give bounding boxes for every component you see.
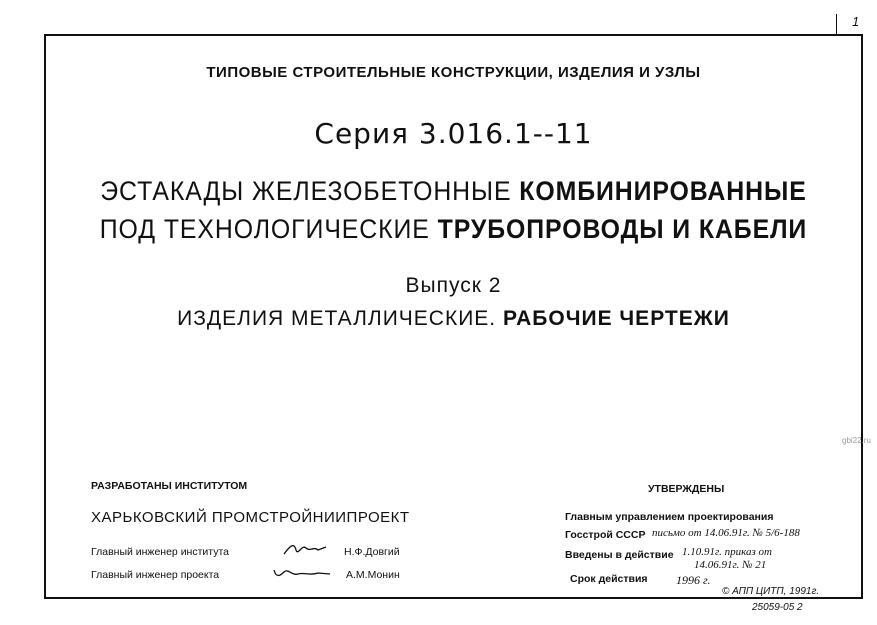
- issue-number: Выпуск 2: [405, 274, 502, 297]
- chief-institute-label: Главный инженер института: [91, 546, 229, 558]
- term-label: Срок действия: [570, 573, 648, 585]
- approval-label: УТВЕРЖДЕНЫ: [648, 483, 725, 495]
- signature-dovgiy: [280, 538, 330, 560]
- sheet-number: 1: [852, 14, 860, 29]
- signature-monin: [270, 562, 334, 582]
- sheet-number-box: [836, 14, 864, 34]
- watermark: gbi22.ru: [842, 436, 871, 445]
- introduced-order-line2: 14.06.91г. № 21: [694, 559, 767, 571]
- term-value: 1996 г.: [676, 573, 711, 587]
- chief-project-name: А.М.Монин: [346, 569, 400, 581]
- series-number: Серия 3.016.1--11: [314, 117, 593, 150]
- chief-institute-name: Н.Ф.Довгий: [344, 546, 400, 558]
- approval-by: Главным управлением проектирования: [565, 511, 774, 523]
- document-code: 25059-05 2: [752, 602, 803, 613]
- introduced-label: Введены в действие: [565, 549, 674, 561]
- chief-project-label: Главный инженер проекта: [91, 569, 220, 581]
- subtitle: ИЗДЕЛИЯ МЕТАЛЛИЧЕСКИЕ. РАБОЧИЕ ЧЕРТЕЖИ: [177, 307, 730, 330]
- gosstroy-label: Госстрой СССР: [565, 529, 646, 541]
- gosstroy-letter: письмо от 14.06.91г. № 5/6-188: [652, 527, 800, 539]
- copyright: © АПП ЦИТП, 1991г.: [722, 586, 820, 597]
- introduced-order-line1: 1.10.91г. приказ от: [682, 546, 773, 558]
- title-line-2: ПОД ТЕХНОЛОГИЧЕСКИЕ ТРУБОПРОВОДЫ И КАБЕЛИ: [99, 214, 808, 244]
- title-line-1: ЭСТАКАДЫ ЖЕЛЕЗОБЕТОННЫЕ КОМБИНИРОВАННЫЕ: [100, 176, 807, 206]
- developer-institute: ХАРЬКОВСКИЙ ПРОМСТРОЙНИИПРОЕКТ: [91, 509, 410, 526]
- developer-label: РАЗРАБОТАНЫ ИНСТИТУТОМ: [91, 480, 248, 492]
- series-category: ТИПОВЫЕ СТРОИТЕЛЬНЫЕ КОНСТРУКЦИИ, ИЗДЕЛИЯ И УЗЛЫ: [206, 64, 701, 81]
